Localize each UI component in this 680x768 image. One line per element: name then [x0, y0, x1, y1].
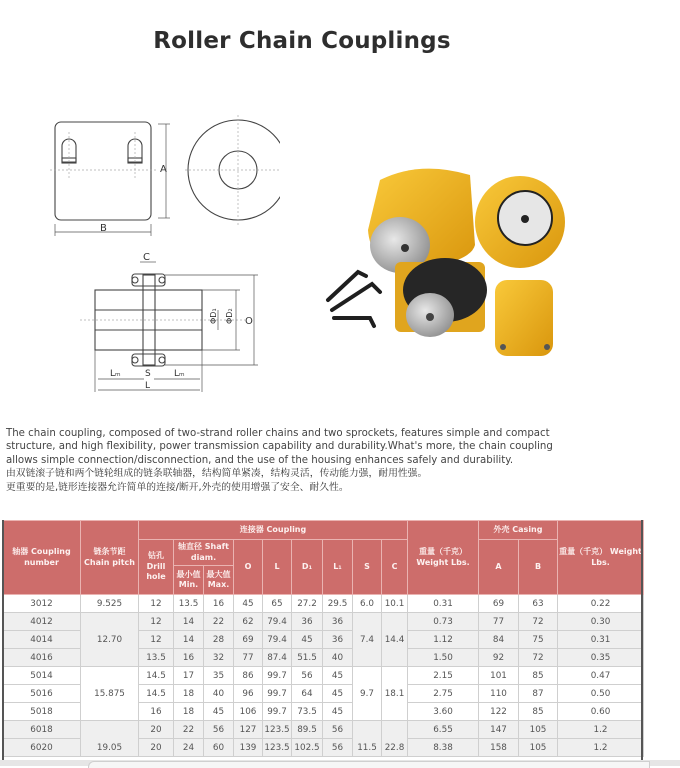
cell-B: 72	[519, 649, 558, 667]
cell-D: 89.5	[292, 721, 323, 739]
cell-weight: 2.15	[408, 667, 479, 685]
cell-L: 123.5	[263, 739, 292, 757]
header-coupling-number: 轴器 Coupling number	[3, 521, 81, 595]
cell-drill: 20	[139, 739, 174, 757]
table-row	[3, 667, 644, 685]
cell-S: 6.0	[353, 595, 382, 613]
cell-L1: 56	[323, 721, 353, 739]
svg-text:C: C	[143, 252, 150, 263]
cell-max: 60	[204, 739, 234, 757]
svg-text:Lₘ: Lₘ	[110, 369, 121, 379]
cell-A: 69	[479, 595, 519, 613]
cell-O: 69	[234, 631, 263, 649]
coupling-product-image	[320, 150, 580, 370]
cell-max: 45	[204, 703, 234, 721]
cell-L1: 45	[323, 703, 353, 721]
coupling-dimension-diagram	[40, 110, 280, 400]
cell-A: 92	[479, 649, 519, 667]
cell-L1: 29.5	[323, 595, 353, 613]
cell-pitch: 19.05	[81, 721, 139, 757]
header-A: A	[479, 540, 519, 595]
cell-L1: 45	[323, 685, 353, 703]
cell-D: 64	[292, 685, 323, 703]
cell-C: 22.8	[382, 721, 408, 757]
cell-max: 16	[204, 595, 234, 613]
svg-text:Lₘ: Lₘ	[174, 369, 185, 379]
cell-min: 17	[174, 667, 204, 685]
cell-O: 106	[234, 703, 263, 721]
cell-D: 56	[292, 667, 323, 685]
description-chinese-2: 更重要的是,链形连接器允许简单的连接/断开,外壳的使用增强了安全、耐久性。	[6, 481, 349, 493]
cell-L1: 36	[323, 613, 353, 631]
cell-number: 5018	[3, 703, 81, 721]
cell-D: 45	[292, 631, 323, 649]
cell-number: 5016	[3, 685, 81, 703]
svg-text:S: S	[145, 369, 151, 379]
cell-number: 4016	[3, 649, 81, 667]
cell-min: 18	[174, 685, 204, 703]
cell-L: 99.7	[263, 667, 292, 685]
cell-number: 4014	[3, 631, 81, 649]
table-row	[3, 613, 644, 631]
cell-L1: 36	[323, 631, 353, 649]
cell-A: 101	[479, 667, 519, 685]
cell-min: 14	[174, 631, 204, 649]
cell-L: 79.4	[263, 631, 292, 649]
cell-A: 110	[479, 685, 519, 703]
cell-number: 4012	[3, 613, 81, 631]
svg-text:O: O	[245, 316, 253, 327]
cell-B: 105	[519, 721, 558, 739]
header-casing-weight: 重量（千克） Weight Lbs.	[558, 521, 644, 595]
cell-min: 22	[174, 721, 204, 739]
cell-weight: 1.12	[408, 631, 479, 649]
cell-L1: 40	[323, 649, 353, 667]
cell-max: 22	[204, 613, 234, 631]
cell-C: 14.4	[382, 613, 408, 667]
cell-B: 72	[519, 613, 558, 631]
cell-O: 86	[234, 667, 263, 685]
bottom-tab-edge	[88, 761, 650, 768]
cell-drill: 13.5	[139, 649, 174, 667]
table-row	[3, 721, 644, 739]
cell-B: 63	[519, 595, 558, 613]
cell-max: 56	[204, 721, 234, 739]
technical-drawings	[40, 110, 280, 400]
cell-drill: 20	[139, 721, 174, 739]
header-B: B	[519, 540, 558, 595]
cell-drill: 12	[139, 631, 174, 649]
cell-L: 99.7	[263, 685, 292, 703]
cell-casing-weight: 0.31	[558, 631, 644, 649]
description-english: The chain coupling, composed of two-strand roller chains and two sprockets, features simple and compact structure, and high flexibility, power transmission capability and durability.What's more, the chain coupling allows simple connection/disconnection, and the use of the housing enhances safely and durability.	[6, 428, 553, 466]
cell-drill: 12	[139, 613, 174, 631]
cell-max: 28	[204, 631, 234, 649]
cell-casing-weight: 1.2	[558, 739, 644, 757]
cell-B: 75	[519, 631, 558, 649]
cell-O: 139	[234, 739, 263, 757]
cell-pitch: 15.875	[81, 667, 139, 721]
cell-weight: 1.50	[408, 649, 479, 667]
svg-text:ΦD₂: ΦD₂	[225, 308, 234, 324]
cell-D: 51.5	[292, 649, 323, 667]
cell-S: 9.7	[353, 667, 382, 721]
cell-A: 147	[479, 721, 519, 739]
header-S: S	[353, 540, 382, 595]
specification-table	[2, 520, 644, 757]
header-L: L	[263, 540, 292, 595]
header-C: C	[382, 540, 408, 595]
header-weight: 重量（千克） Weight Lbs.	[408, 521, 479, 595]
header-D: D₁	[292, 540, 323, 595]
header-casing-group: 外壳 Casing	[479, 521, 558, 540]
cell-casing-weight: 0.60	[558, 703, 644, 721]
cell-C: 18.1	[382, 667, 408, 721]
cell-C: 10.1	[382, 595, 408, 613]
cell-casing-weight: 0.50	[558, 685, 644, 703]
cell-A: 84	[479, 631, 519, 649]
cell-B: 105	[519, 739, 558, 757]
cell-D: 73.5	[292, 703, 323, 721]
cell-drill: 14.5	[139, 685, 174, 703]
cell-D: 102.5	[292, 739, 323, 757]
cell-A: 122	[479, 703, 519, 721]
header-shaft-diam: 轴直径 Shaft diam.	[174, 540, 234, 566]
cell-L1: 56	[323, 739, 353, 757]
header-min: 最小值 Min.	[174, 566, 204, 595]
cell-L: 123.5	[263, 721, 292, 739]
cell-max: 32	[204, 649, 234, 667]
cell-casing-weight: 0.47	[558, 667, 644, 685]
cell-D: 27.2	[292, 595, 323, 613]
cell-casing-weight: 0.35	[558, 649, 644, 667]
cell-O: 96	[234, 685, 263, 703]
cell-number: 6018	[3, 721, 81, 739]
cell-D: 36	[292, 613, 323, 631]
cell-pitch: 12.70	[81, 613, 139, 667]
cell-casing-weight: 0.22	[558, 595, 644, 613]
header-L1: L₁	[323, 540, 353, 595]
cell-weight: 2.75	[408, 685, 479, 703]
cell-B: 87	[519, 685, 558, 703]
cell-weight: 8.38	[408, 739, 479, 757]
cell-L1: 45	[323, 667, 353, 685]
cell-number: 6020	[3, 739, 81, 757]
cell-pitch: 9.525	[81, 595, 139, 613]
cell-L: 99.7	[263, 703, 292, 721]
product-description	[6, 427, 586, 494]
cell-L: 87.4	[263, 649, 292, 667]
cell-min: 16	[174, 649, 204, 667]
cell-O: 77	[234, 649, 263, 667]
svg-text:L: L	[145, 381, 151, 391]
cell-min: 13.5	[174, 595, 204, 613]
cell-drill: 16	[139, 703, 174, 721]
svg-text:A: A	[160, 164, 167, 175]
header-chain-pitch: 链条节距 Chain pitch	[81, 521, 139, 595]
cell-A: 158	[479, 739, 519, 757]
cell-min: 18	[174, 703, 204, 721]
cell-L: 79.4	[263, 613, 292, 631]
cell-O: 62	[234, 613, 263, 631]
description-chinese-1: 由双链滚子链和两个链轮组成的链条联轴器，结构简单紧凑，结构灵活，传动能力强，耐用性强。	[6, 468, 428, 480]
cell-min: 14	[174, 613, 204, 631]
cell-S: 11.5	[353, 721, 382, 757]
header-coupling-group: 连接器 Coupling	[139, 521, 408, 540]
header-max: 最大值 Max.	[204, 566, 234, 595]
cell-drill: 12	[139, 595, 174, 613]
cell-weight: 6.55	[408, 721, 479, 739]
cell-number: 3012	[3, 595, 81, 613]
cell-A: 77	[479, 613, 519, 631]
cell-casing-weight: 1.2	[558, 721, 644, 739]
cell-O: 45	[234, 595, 263, 613]
cell-L: 65	[263, 595, 292, 613]
cell-max: 35	[204, 667, 234, 685]
cell-B: 85	[519, 703, 558, 721]
product-photo	[320, 150, 580, 370]
svg-text:ΦD₁: ΦD₁	[209, 308, 218, 324]
page-title: Roller Chain Couplings	[153, 28, 451, 54]
cell-weight: 0.31	[408, 595, 479, 613]
cell-max: 40	[204, 685, 234, 703]
cell-number: 5014	[3, 667, 81, 685]
cell-weight: 0.73	[408, 613, 479, 631]
cell-S: 7.4	[353, 613, 382, 667]
cell-weight: 3.60	[408, 703, 479, 721]
bottom-scroll-area	[0, 760, 680, 766]
cell-B: 85	[519, 667, 558, 685]
header-O: O	[234, 540, 263, 595]
cell-casing-weight: 0.30	[558, 613, 644, 631]
svg-text:B: B	[100, 223, 107, 234]
cell-min: 24	[174, 739, 204, 757]
table-row	[3, 595, 644, 613]
cell-O: 127	[234, 721, 263, 739]
cell-drill: 14.5	[139, 667, 174, 685]
header-drill-hole: 钻孔 Drill hole	[139, 540, 174, 595]
